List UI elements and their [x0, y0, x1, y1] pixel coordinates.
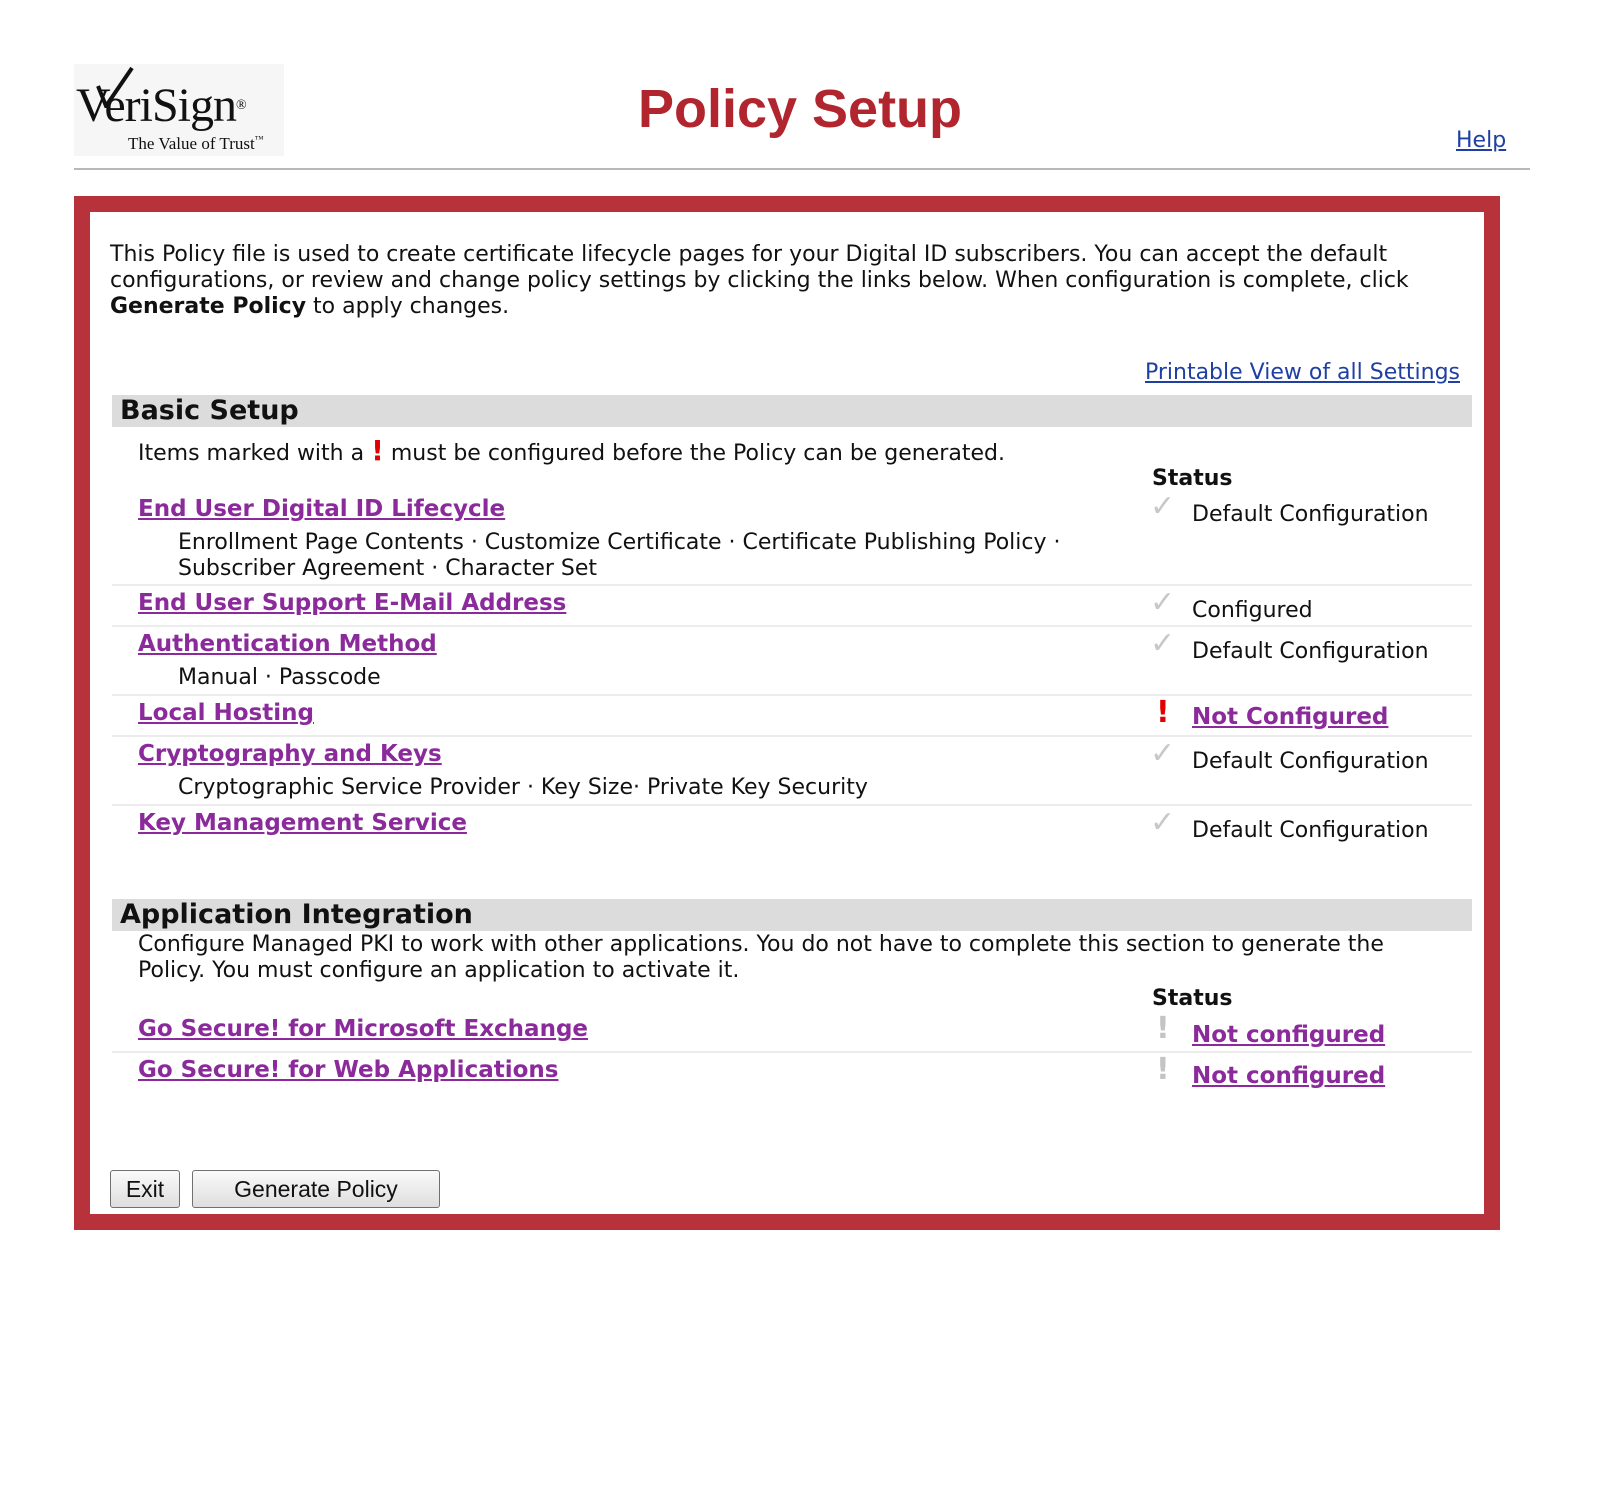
check-icon: ✓	[1150, 805, 1176, 840]
policy-frame	[74, 196, 1500, 1230]
table-row	[112, 489, 1472, 584]
table-row	[112, 735, 1472, 805]
authentication-method-link[interactable]: Authentication Method	[138, 631, 437, 657]
app-integration-heading: Application Integration	[120, 899, 473, 930]
row-subitems: Manual · Passcode	[178, 665, 381, 690]
status-text: Default Configuration	[1192, 502, 1429, 527]
required-marker-icon: !	[371, 434, 384, 467]
basic-setup-heading: Basic Setup	[120, 395, 299, 426]
optional-icon: !	[1156, 1011, 1170, 1046]
basic-setup-note: Items marked with a ! must be configured before the Policy can be generated.	[138, 434, 1005, 467]
key-management-service-link[interactable]: Key Management Service	[138, 810, 467, 836]
cryptography-and-keys-link[interactable]: Cryptography and Keys	[138, 741, 442, 767]
intro-bold: Generate Policy	[110, 294, 307, 319]
go-secure-web-link[interactable]: Go Secure! for Web Applications	[138, 1057, 559, 1083]
not-configured-link[interactable]: Not configured	[1192, 1063, 1386, 1089]
page-title: Policy Setup	[637, 79, 963, 139]
logo-tagline: The Value of Trust	[128, 134, 255, 153]
check-icon: ✓	[1150, 489, 1176, 524]
app-integration-note: Configure Managed PKI to work with other applications. You do not have to complete this section to generate the Policy. You must configure an application to activate it.	[138, 932, 1384, 983]
table-row	[112, 584, 1472, 626]
app-status-heading: Status	[1152, 986, 1233, 1011]
help-link[interactable]: Help	[1456, 128, 1507, 153]
check-icon: ✓	[1150, 626, 1176, 661]
status-text: Default Configuration	[1192, 749, 1429, 774]
table-row	[112, 1012, 1472, 1050]
check-icon: ✓	[1150, 585, 1176, 620]
not-configured-link[interactable]: Not Configured	[1192, 704, 1389, 730]
status-text: Default Configuration	[1192, 639, 1429, 664]
header-divider	[74, 168, 1530, 170]
table-row	[112, 1051, 1472, 1093]
status-text: Configured	[1192, 598, 1313, 623]
row-subitems: Cryptographic Service Provider · Key Size· Private Key Security	[178, 775, 868, 800]
warning-icon: !	[1156, 695, 1170, 730]
check-icon: ✓	[1150, 736, 1176, 771]
exit-button[interactable]: Exit	[110, 1170, 180, 1208]
end-user-digital-id-lifecycle-link[interactable]: End User Digital ID Lifecycle	[138, 496, 506, 522]
table-row	[112, 694, 1472, 736]
go-secure-exchange-link[interactable]: Go Secure! for Microsoft Exchange	[138, 1016, 589, 1042]
app-integration-header	[112, 899, 1472, 931]
logo-word: VeriSign	[76, 79, 236, 132]
verisign-logo: VeriSign® The Value of Trust™	[74, 64, 284, 156]
basic-status-heading: Status	[1152, 466, 1233, 491]
printable-view-link[interactable]: Printable View of all Settings	[1144, 360, 1460, 385]
generate-policy-button[interactable]: Generate Policy	[192, 1170, 440, 1208]
basic-setup-header	[112, 395, 1472, 427]
optional-icon: !	[1156, 1052, 1170, 1087]
table-row	[112, 804, 1472, 850]
end-user-support-email-link[interactable]: End User Support E-Mail Address	[138, 590, 567, 616]
intro-text: This Policy file is used to create certificate lifecycle pages for your Digital ID subscribers. You can accept the default configurations, or review and change policy settings by clicking the links below. When configuration is complete, click Generate Policy to apply changes.	[110, 242, 1409, 319]
table-row	[112, 625, 1472, 695]
status-text: Default Configuration	[1192, 818, 1429, 843]
local-hosting-link[interactable]: Local Hosting	[138, 700, 314, 726]
not-configured-link[interactable]: Not configured	[1192, 1022, 1386, 1048]
row-subitems: Enrollment Page Contents · Customize Certificate · Certificate Publishing Policy · Subscriber Agreement · Character Set	[178, 530, 1061, 581]
